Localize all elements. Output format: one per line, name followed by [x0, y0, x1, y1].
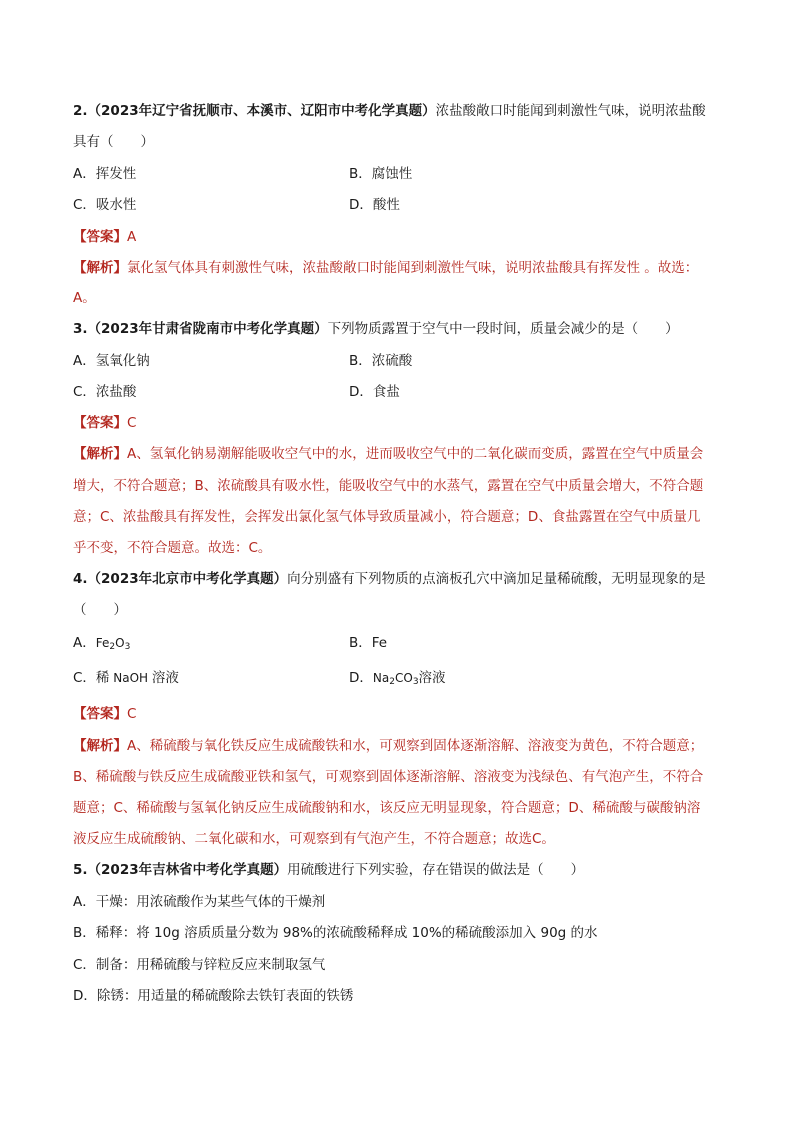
q2-option-c: C．吸水性 [73, 197, 137, 213]
q4-stem: 向分别盛有下列物质的点滴板孔穴中滴加足量稀硫酸，无明显现象的是 [287, 571, 706, 587]
q2-stem-line1 [73, 101, 706, 121]
q2-number: 2. [73, 103, 88, 119]
q5-source: （2023年吉林省中考化学真题） [87, 862, 288, 878]
q2-option-b: B．腐蚀性 [349, 166, 413, 182]
subscript-3: 3 [412, 677, 419, 687]
q4-option-c [73, 668, 179, 688]
q3-option-b: B．浓硫酸 [349, 353, 413, 369]
q4-explanation-line3: 题意；C、稀硫酸与氢氧化钠反应生成硫酸钠和水，该反应无明显现象，符合题意；D、稀硫酸与碳酸钠溶 [73, 800, 701, 816]
q4-answer-value: C [127, 706, 137, 722]
q3-answer [73, 413, 136, 433]
q4-option-a [73, 633, 130, 653]
q2-answer-label: 【答案】 [73, 229, 127, 245]
q3-option-d: D．食盐 [349, 384, 400, 400]
q4-option-c-suffix: 溶液 [151, 670, 179, 686]
q4-option-d [349, 668, 446, 688]
q3-option-a: A．氢氧化钠 [73, 353, 150, 369]
q3-explanation-line1 [73, 444, 703, 464]
subscript-2: 2 [389, 677, 395, 687]
q2-option-a: A．挥发性 [73, 166, 137, 182]
subscript-3: 3 [124, 642, 131, 652]
q4-option-d-letter: D． [349, 670, 373, 686]
q3-answer-value: C [127, 415, 137, 431]
formula-o: O [115, 636, 125, 650]
q4-explanation-line1 [73, 736, 703, 756]
q3-explanation-text1: A、氢氧化钠易潮解能吸收空气中的水，进而吸收空气中的二氧化碳而变质，露置在空气中质量会 [127, 446, 704, 462]
q3-option-c: C．浓盐酸 [73, 384, 137, 400]
q3-explanation-label: 【解析】 [73, 446, 127, 462]
q4-option-c-formula: NaOH [109, 671, 152, 685]
q2-explanation-line1 [73, 258, 698, 278]
q2-explanation-text1: 氯化氢气体具有刺激性气味，浓盐酸敞口时能闻到刺激性气味，说明浓盐酸具有挥发性 。故选： [127, 260, 699, 276]
q4-option-d-suffix: 溶液 [418, 670, 446, 686]
q3-explanation-line3: 意；C、浓盐酸具有挥发性，会挥发出氯化氢气体导致质量减小，符合题意；D、食盐露置在空气中质量几 [73, 509, 701, 525]
q4-explanation-label: 【解析】 [73, 738, 127, 754]
q5-option-b: B．稀释：将 10g 溶质质量分数为 98%的浓硫酸稀释成 10%的稀硫酸添加入 90g 的水 [73, 925, 598, 941]
q3-stem: 下列物质露置于空气中一段时间，质量会减少的是（ ） [327, 321, 679, 337]
q4-explanation-line2: B、稀硫酸与铁反应生成硫酸亚铁和氢气，可观察到固体逐渐溶解、溶液变为浅绿色、有气泡产生，不符合 [73, 769, 704, 785]
q3-explanation-line2: 增大，不符合题意；B、浓硫酸具有吸水性，能吸收空气中的水蒸气，露置在空气中质量会增大，不符合题 [73, 478, 704, 494]
q4-option-a-formula [96, 636, 131, 650]
q3-number: 3. [73, 321, 88, 337]
q4-option-c-prefix: C．稀 [73, 670, 110, 686]
q4-answer-label: 【答案】 [73, 706, 127, 722]
q3-explanation-line4: 乎不变，不符合题意。故选：C。 [73, 540, 272, 556]
q2-stem-line2: 具有（ ） [73, 134, 154, 150]
q2-explanation-line2: A。 [73, 290, 96, 306]
q5-option-d: D．除锈：用适量的稀硫酸除去铁钉表面的铁锈 [73, 988, 354, 1004]
formula-co: CO [394, 671, 413, 685]
formula-na: Na [372, 671, 390, 685]
q2-option-d: D．酸性 [349, 197, 400, 213]
q3-answer-label: 【答案】 [73, 415, 127, 431]
q4-stem-line1 [73, 569, 706, 589]
q4-number: 4. [73, 571, 88, 587]
formula-fe: Fe [95, 636, 110, 650]
q5-option-c: C．制备：用稀硫酸与锌粒反应来制取氢气 [73, 957, 326, 973]
q5-stem-line1 [73, 860, 584, 880]
q2-answer [73, 227, 136, 247]
q2-source: （2023年辽宁省抚顺市、本溪市、辽阳市中考化学真题） [87, 103, 436, 119]
q4-explanation-line4: 液反应生成硫酸钠、二氧化碳和水，可观察到有气泡产生，不符合题意；故选C。 [73, 831, 555, 847]
q5-stem: 用硫酸进行下列实验，存在错误的做法是（ ） [287, 862, 585, 878]
q3-source: （2023年甘肃省陇南市中考化学真题） [87, 321, 328, 337]
q4-answer [73, 704, 136, 724]
q5-option-a: A．干燥：用浓硫酸作为某些气体的干燥剂 [73, 894, 326, 910]
q4-option-d-formula [373, 671, 419, 685]
q4-stem-line2: （ ） [73, 602, 127, 618]
q4-explanation-text1: A、稀硫酸与氧化铁反应生成硫酸铁和水，可观察到固体逐渐溶解、溶液变为黄色，不符合题意； [127, 738, 704, 754]
q2-stem: 浓盐酸敞口时能闻到刺激性气味，说明浓盐酸 [435, 103, 706, 119]
q5-number: 5. [73, 862, 88, 878]
q3-stem-line1 [73, 319, 679, 339]
subscript-2: 2 [109, 642, 116, 652]
q4-option-a-letter: A． [73, 635, 96, 651]
q2-explanation-label: 【解析】 [73, 260, 127, 276]
q4-option-b: B．Fe [349, 635, 388, 651]
q4-source: （2023年北京市中考化学真题） [87, 571, 288, 587]
q2-answer-value: A [127, 229, 137, 245]
